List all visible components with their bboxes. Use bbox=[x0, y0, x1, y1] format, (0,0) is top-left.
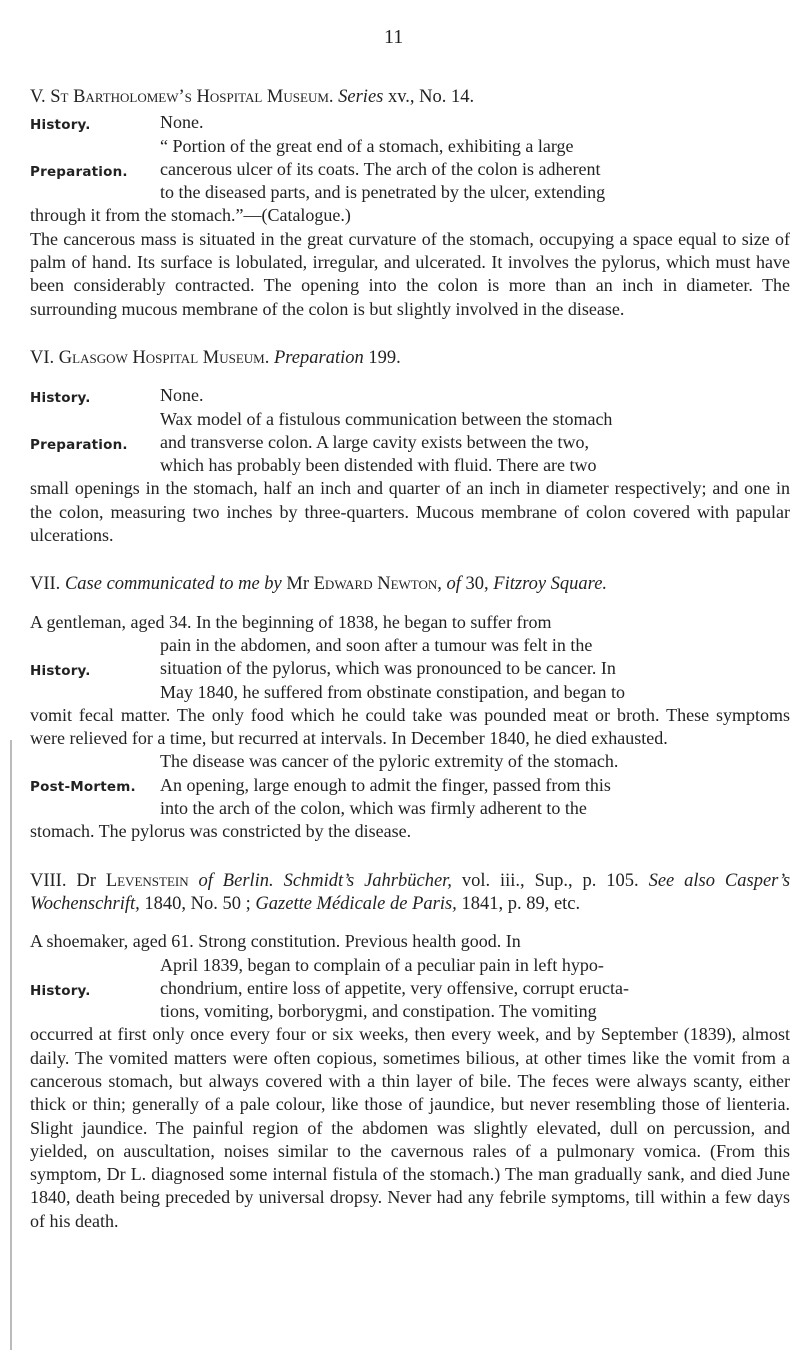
section-v-quote-line-2: cancerous ulcer of its coats. The arch of the colon is adherent bbox=[160, 158, 601, 179]
section-vii-postmortem-lines bbox=[160, 750, 790, 820]
section-v-preparation-row bbox=[30, 135, 790, 228]
section-vi-preparation-label: Preparation bbox=[273, 347, 364, 368]
section-viii-line-3: chondrium, entire loss of appetite, very offensive, corrupt eructa- bbox=[160, 977, 630, 998]
section-v-series-number: xv., No. 14. bbox=[387, 87, 475, 107]
section-v-history-label: History. bbox=[30, 117, 91, 134]
section-viii-history-row bbox=[30, 954, 790, 1024]
section-vii-mr: Mr bbox=[286, 574, 309, 595]
section-vii-body: vomit fecal matter. The only food which he could take was pounded meat or broth. These symptoms were relieved for a time, but recurred at intervals. In December 1840, he died exhausted. bbox=[30, 704, 790, 749]
section-vii bbox=[30, 573, 790, 843]
section-v-history-row bbox=[30, 111, 790, 134]
page-number: 11 bbox=[384, 26, 404, 48]
section-v-heading bbox=[30, 86, 790, 109]
section-v-quote-line-1: “ Portion of the great end of a stomach, exhibiting a large bbox=[160, 135, 574, 156]
section-vii-postmortem-label: Post-Mortem. bbox=[30, 779, 136, 796]
section-vi-number: VI. bbox=[30, 347, 55, 368]
section-vii-number: VII. bbox=[30, 574, 61, 595]
section-v bbox=[30, 86, 790, 321]
section-vii-pm-line-2: An opening, large enough to admit the finger, passed from this bbox=[160, 774, 611, 795]
section-v-quote bbox=[160, 135, 790, 205]
section-vi-preparation-label-side: Preparation. bbox=[30, 436, 128, 453]
section-v-body: The cancerous mass is situated in the great curvature of the stomach, occupying a space equal to size of palm of hand. Its surface is lobulated, irregular, and ulcerated. It involves the pylorus, which must have been considerably contracted. The opening into the colon is more than an inch in diameter. The surrounding mucous membrane of the colon is but slightly involved in the disease. bbox=[30, 228, 790, 319]
section-vii-name: Edward Newton, bbox=[313, 574, 442, 595]
section-vi bbox=[30, 347, 790, 547]
section-vi-preparation-row bbox=[30, 408, 790, 478]
section-viii-line-1: A shoemaker, aged 61. Strong constitution. Previous health good. In bbox=[30, 931, 521, 952]
section-vii-history-lines bbox=[160, 634, 790, 704]
section-vii-pm-body: stomach. The pylorus was constricted by the disease. bbox=[30, 821, 412, 842]
section-viii-history-lines bbox=[160, 954, 790, 1024]
section-v-number: V. bbox=[30, 87, 46, 107]
section-viii-jahrbucher: Schmidt’s Jahrbücher, bbox=[283, 870, 452, 891]
section-vi-history-row bbox=[30, 384, 790, 407]
section-vii-case-text: Case communicated to me by bbox=[64, 574, 282, 595]
section-viii-volume: vol. iii., Sup., p. 105. bbox=[461, 870, 639, 891]
section-vii-history-label: History. bbox=[30, 662, 91, 679]
section-viii-see-also: See also Casper’s Wochenschrift, bbox=[30, 870, 791, 914]
section-viii-body: occurred at first only once every four or six weeks, then every week, and by September (1839), almost daily. The vomited matters were often copious, sometimes bilious, at other times like the vomit from a cancerous stomach, but always covered with a thin layer of bile. The feces were always scanty, either thick or thin; generally of a pale colour, like those of jaundice, but never resembling those of lienteria. Slight jaundice. The painful region of the abdomen was slightly elevated, dull on percussion, and yielded, on auscultation, noises similar to the cavernous rales of a pulmonary vomica. (From this symptom, Dr L. diagnosed some internal fistula of the stomach.) The man gradually sank, and died June 1840, death being preceded by universal dropsy. Never had any febrile symptoms, till within a few days of his death. bbox=[30, 1024, 790, 1231]
section-viii-heading bbox=[30, 870, 790, 917]
section-viii-of-berlin: of Berlin. bbox=[198, 870, 274, 891]
section-vii-postmortem-row bbox=[30, 750, 790, 820]
section-vi-preparation-number: 199. bbox=[368, 347, 401, 368]
section-vii-history-row bbox=[30, 634, 790, 704]
section-vi-line-2: and transverse colon. A large cavity exists between the two, bbox=[160, 431, 590, 452]
section-vii-line-3: situation of the pylorus, which was pronounced to be cancer. In bbox=[160, 658, 616, 679]
section-v-quote-line-3: to the diseased parts, and is penetrated by the ulcer, extending bbox=[160, 182, 606, 203]
section-viii-name: Levenstein bbox=[105, 870, 189, 891]
page-binding-line bbox=[10, 740, 12, 1350]
section-viii-line-4: tions, vomiting, borborygmi, and constipation. The vomiting bbox=[160, 1001, 597, 1022]
section-vi-line-3: which has probably been distended with fluid. There are two bbox=[160, 455, 597, 476]
section-vii-pm-line-3: into the arch of the colon, which was firmly adherent to the bbox=[160, 798, 587, 819]
section-vi-line-1: Wax model of a fistulous communication between the stomach bbox=[160, 408, 613, 429]
section-vi-institution: Glasgow Hospital Museum. bbox=[58, 347, 270, 368]
section-vi-heading bbox=[30, 347, 790, 370]
section-vii-of: of bbox=[446, 574, 461, 595]
section-vi-prep-lines bbox=[160, 408, 790, 478]
section-v-history-text: None. bbox=[160, 112, 204, 133]
section-v-series-label: Series bbox=[338, 87, 384, 107]
section-vii-address-street: Fitzroy Square. bbox=[493, 574, 608, 595]
section-vii-line-4: May 1840, he suffered from obstinate constipation, and began to bbox=[160, 681, 626, 702]
section-vi-history-text: None. bbox=[160, 385, 204, 406]
section-vii-line-2: pain in the abdomen, and soon after a tumour was felt in the bbox=[160, 634, 593, 655]
section-viii-dr: Dr bbox=[76, 870, 96, 891]
section-vii-line-1: A gentleman, aged 34. In the beginning of 1838, he began to suffer from bbox=[30, 611, 552, 632]
section-vii-heading bbox=[30, 573, 790, 596]
section-v-quote-line-4: through it from the stomach.”—(Catalogue.) bbox=[30, 205, 351, 226]
section-viii-gazette-ref: 1841, p. 89, etc. bbox=[461, 893, 581, 914]
section-viii-issue: 1840, No. 50 ; bbox=[144, 893, 251, 914]
section-viii bbox=[30, 870, 790, 1233]
section-v-institution: St Bartholomew’s Hospital Museum. bbox=[50, 87, 334, 107]
page-content bbox=[30, 86, 790, 1259]
section-vii-pm-line-1: The disease was cancer of the pyloric extremity of the stomach. bbox=[160, 751, 619, 772]
section-vi-history-label: History. bbox=[30, 390, 91, 407]
section-viii-history-label: History. bbox=[30, 982, 91, 999]
section-vi-body: small openings in the stomach, half an inch and quarter of an inch in diameter respectively; and one in the colon, measuring two inches by three-quarters. Mucous membrane of colon covered with papular ulcerations. bbox=[30, 478, 790, 546]
section-vii-address-number: 30, bbox=[465, 574, 489, 595]
section-v-preparation-label: Preparation. bbox=[30, 163, 128, 180]
section-viii-gazette: Gazette Médicale de Paris, bbox=[255, 893, 457, 914]
section-viii-line-2: April 1839, began to complain of a peculiar pain in left hypo- bbox=[160, 954, 604, 975]
section-viii-number: VIII. bbox=[30, 870, 67, 891]
